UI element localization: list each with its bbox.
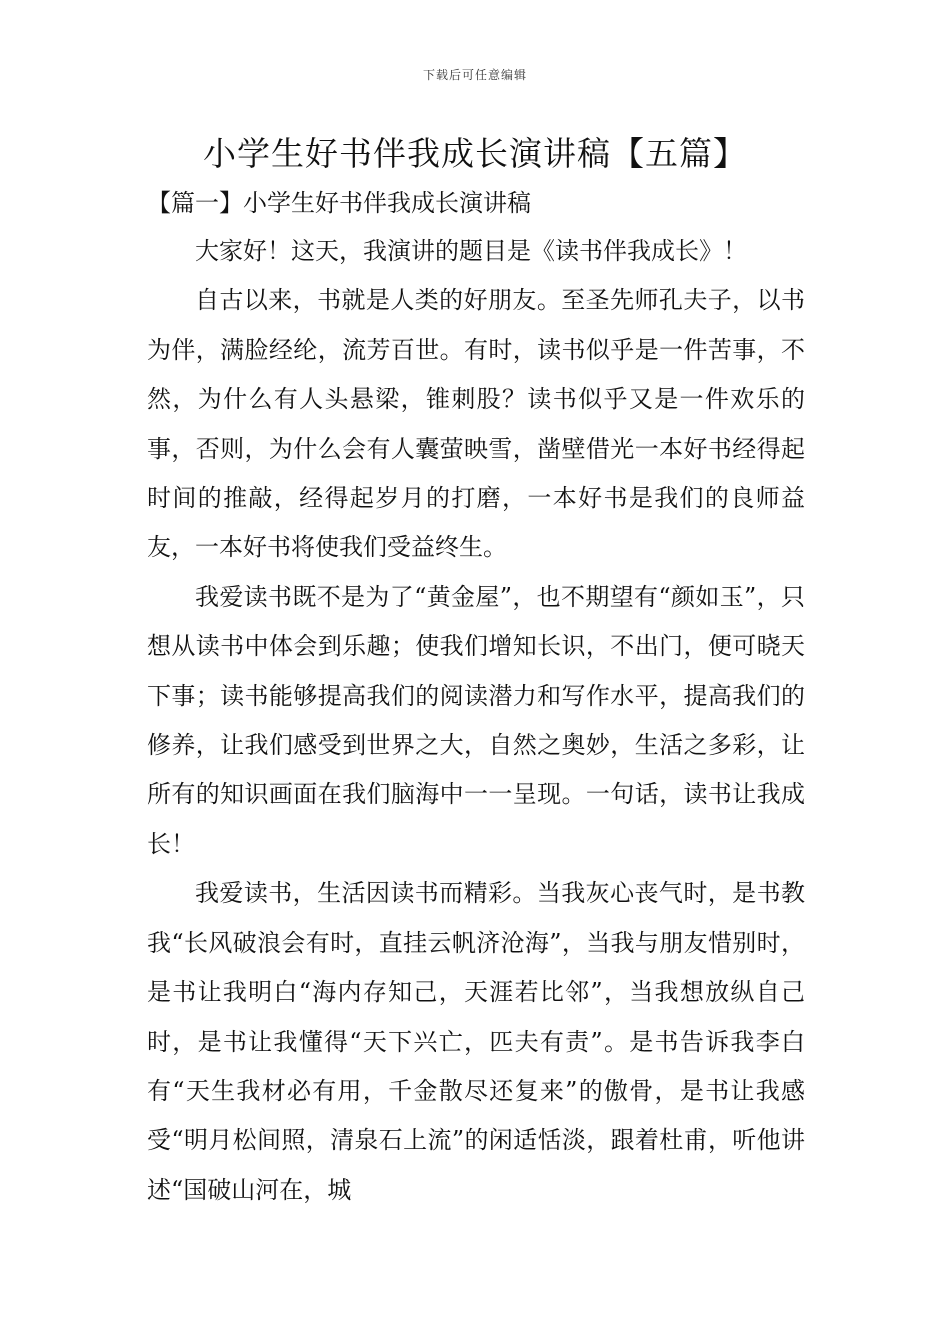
header-note: 下载后可任意编辑 — [422, 68, 527, 82]
paragraph: 我爱读书既不是为了“黄金屋”，也不期望有“颜如玉”，只想从读书中体会到乐趣；使我们增知长识，不出门，便可晓天下事；读书能够提高我们的阅读潜力和写作水平，提高我们的修养，让我们感受到世界之大，自然之奥妙，生活之多彩，让所有的知识画面在我们脑海中一一呈现。一句话，读书让我成长！ — [147, 582, 805, 858]
section-heading: 【篇一】小学生好书伴我成长演讲稿 — [147, 189, 531, 217]
paragraph: 自古以来，书就是人类的好朋友。至圣先师孔夫子，以书为伴，满脸经纶，流芳百世。有时，读书似乎是一件苦事，不然，为什么有人头悬梁，锥刺股？读书似乎又是一件欢乐的事，否则，为什么会有人囊萤映雪，凿壁借光一本好书经得起时间的推敲，经得起岁月的打磨，一本好书是我们的良师益友，一本好书将使我们受益终生。 — [147, 286, 805, 562]
paragraph: 大家好！这天，我演讲的题目是《读书伴我成长》！ — [195, 237, 747, 265]
document-title: 小学生好书伴我成长演讲稿【五篇】 — [203, 134, 747, 173]
body-text — [147, 227, 805, 1215]
paragraph: 我爱读书，生活因读书而精彩。当我灰心丧气时，是书教我“长风破浪会有时，直挂云帆济沧海”，当我与朋友惜别时，是书让我明白“海内存知己，天涯若比邻”，当我想放纵自己时，是书让我懂得“天下兴亡，匹夫有责”。是书告诉我李白有“天生我材必有用，千金散尽还复来”的傲骨，是书让我感受“明月松间照，清泉石上流”的闲适恬淡，跟着杜甫，听他讲述“国破山河在，城 — [147, 879, 805, 1204]
